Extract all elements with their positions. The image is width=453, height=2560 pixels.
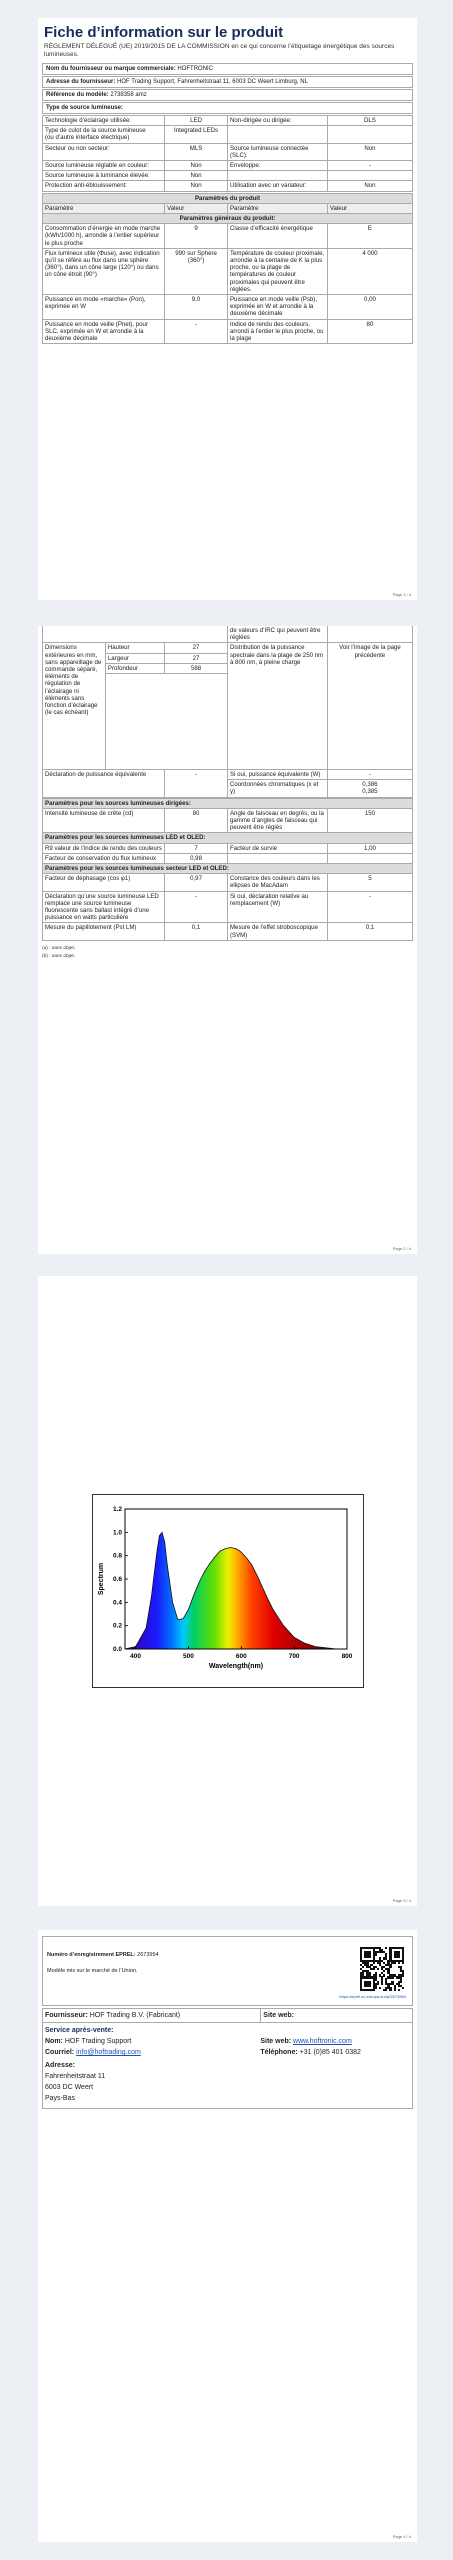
qr-module xyxy=(362,1966,364,1968)
source-type-value: Integrated LEDs xyxy=(165,126,228,143)
supplier-address-label: Adresse du fournisseur: xyxy=(46,79,116,85)
source-type-row xyxy=(43,161,413,171)
qr-module xyxy=(383,1974,385,1976)
qr-module xyxy=(402,1987,404,1989)
source-type-param: Non-dirigée ou dirigée: xyxy=(227,116,327,126)
mains-param-param: Constance des couleurs dans les ellipses de MacAdam xyxy=(227,874,327,891)
dimensions-label: Dimensions extérieures en mm, sans appareillage de commande séparé, éléments de régulation de l’éclairage ni éléments sans fonction d’éclairage (le cas échéant) xyxy=(43,643,106,770)
qr-module xyxy=(394,1962,396,1964)
x-tick-label: 500 xyxy=(182,1653,194,1660)
source-type-row xyxy=(43,181,413,191)
y-tick-label: 0.8 xyxy=(112,1552,122,1560)
page-number: Page 1 / 4 xyxy=(392,592,411,597)
source-type-param: Protection anti-éblouissement: xyxy=(43,181,165,191)
dim-width-label: Largeur xyxy=(105,653,164,663)
general-param-value: 990 sur Sphère (360°) xyxy=(165,248,228,294)
general-param-value: 80 xyxy=(327,319,412,344)
directional-param-value: 80 xyxy=(165,808,228,833)
source-type-label: Type de source lumineuse: xyxy=(46,105,123,111)
page-number: Page 2 / 4 xyxy=(392,1246,411,1251)
qr-module xyxy=(373,1989,375,1991)
tel-value: +31 (0)85 401 0382 xyxy=(299,2049,361,2056)
led-param-param: Facteur de survie xyxy=(227,843,327,853)
footnote-a: (a) : sans objet; xyxy=(42,945,76,951)
general-param-param: Puissance en mode veille (Pnet), pour SLC, exprimée en W et arrondie à la deuxième décimale xyxy=(43,319,165,344)
qr-module xyxy=(402,1962,404,1964)
source-type-param: Utilisation avec un variateur: xyxy=(227,181,327,191)
general-params-title: Paramètres généraux du produit: xyxy=(43,214,413,224)
courriel-label: Courriel: xyxy=(45,2049,75,2056)
mains-param-value: - xyxy=(165,891,228,923)
source-type-row xyxy=(43,126,413,143)
qr-module xyxy=(391,1976,393,1978)
dim-height-value: 27 xyxy=(165,643,228,653)
dim-width-value: 27 xyxy=(165,653,228,663)
col-param-1: Paramètre xyxy=(43,203,165,213)
source-type-param: Technologie d’éclairage utilisée: xyxy=(43,116,165,126)
y-tick-label: 0.0 xyxy=(112,1646,122,1653)
blank-cell xyxy=(43,626,228,643)
general-param-param: Puissance en mode veille (Psb), exprimée en W et arrondie à la deuxième décimale xyxy=(227,295,327,320)
y-tick-label: 0.2 xyxy=(112,1622,122,1630)
product-params-table xyxy=(42,193,413,345)
page-number: Page 4 / 4 xyxy=(392,2534,411,2539)
qr-module xyxy=(375,1987,377,1989)
nom-label: Nom: xyxy=(45,2038,63,2045)
website-link[interactable]: www.hoftronic.com xyxy=(293,2038,352,2045)
spectral-label: Distribution de la puissance spectrale dans la plage de 250 nm à 800 nm, à pleine charge xyxy=(227,643,327,770)
product-params-title: Paramètres du produit xyxy=(43,193,413,203)
supplier-address-value: HOF Trading Support, Fahrenheitstraat 11, 6003 DC Weert Limburg, NL xyxy=(117,79,308,85)
qr-module xyxy=(398,1989,400,1991)
blank-cell xyxy=(105,674,227,770)
general-param-param: Flux lumineux utile (Φuse), avec indication qu’il se réfère au flux dans une sphère (360°), dans un cône large (120°) ou dans un cône étroit (90°) xyxy=(43,248,165,294)
qr-module xyxy=(394,1989,396,1991)
qr-module xyxy=(373,1968,375,1970)
x-axis-label: Wavelength(nm) xyxy=(208,1663,264,1670)
page-3 xyxy=(38,1276,417,1906)
qr-module xyxy=(368,1955,370,1957)
y-tick-label: 0.4 xyxy=(112,1599,122,1607)
source-type-value: Non xyxy=(327,143,412,160)
source-type-value: DLS xyxy=(327,116,412,126)
qr-module xyxy=(385,1947,387,1949)
y-axis-label: Spectrum xyxy=(98,1562,105,1596)
spectrum-chart xyxy=(93,1495,363,1687)
led-param-value: 0,98 xyxy=(165,853,228,863)
footnote-b: (b) : sans objet. xyxy=(42,953,76,959)
source-type-value: Non xyxy=(165,161,228,171)
qr-module xyxy=(400,1981,402,1983)
qr-module xyxy=(389,1989,391,1991)
mains-param-param: Mesure de l’effet stroboscopique (SVM) xyxy=(227,923,327,940)
source-type-param: Type de culot de la source lumineuse (ou d’autre interface électrique) xyxy=(43,126,165,143)
equivalent-w-label: Si oui, puissance équivalente (W) xyxy=(227,770,327,780)
spectral-value: Voir l’image de la page précédente xyxy=(327,643,412,770)
directional-title: Paramètres pour les sources lumineuses dirigées: xyxy=(43,798,413,808)
source-type-value xyxy=(327,126,412,143)
site-web-label: Site web: xyxy=(263,2012,295,2019)
supplier-value: HOF Trading B.V. (Fabricant) xyxy=(89,2012,181,2019)
qr-module xyxy=(389,1966,391,1968)
site-web2-label: Site web: xyxy=(260,2038,292,2045)
adresse-label: Adresse: xyxy=(45,2062,75,2069)
blank-cell xyxy=(327,626,412,643)
source-type-box xyxy=(42,102,413,114)
model-ref-label: Référence du modèle: xyxy=(46,92,109,98)
general-param-value: 4 000 xyxy=(327,248,412,294)
supplier-name-value: HOFTRONIC xyxy=(177,66,214,72)
led-param-param: R9 valeur de l’indice de rendu des couleurs xyxy=(43,843,165,853)
directional-param-value: 150 xyxy=(327,808,412,833)
x-tick-label: 400 xyxy=(130,1653,142,1660)
qr-module xyxy=(398,1955,400,1957)
mains-param-value: 0,97 xyxy=(165,874,228,891)
regulation-lead: RÈGLEMENT DÉLÉGUÉ (UE) 2019/2015 DE LA COMMISSION en ce qui concerne l’étiquetage énergétique des sources lumineuses. xyxy=(44,43,395,58)
mains-param-value: 0,1 xyxy=(327,923,412,940)
page-4 xyxy=(38,1930,417,2542)
led-param-value: 7 xyxy=(165,843,228,853)
general-param-row xyxy=(43,224,413,249)
qr-module xyxy=(385,1989,387,1991)
source-type-value: MLS xyxy=(165,143,228,160)
qr-module xyxy=(373,1962,375,1964)
qr-module xyxy=(377,1983,379,1985)
qr-module xyxy=(398,1962,400,1964)
qr-code[interactable] xyxy=(360,1947,404,1991)
email-link[interactable]: info@hoftrading.com xyxy=(76,2049,141,2056)
nom-value: HOF Trading Support xyxy=(64,2038,132,2045)
page-1 xyxy=(38,18,417,600)
source-type-param: Source lumineuse réglable en couleur: xyxy=(43,161,165,171)
led-param-row xyxy=(43,843,413,853)
directional-param-param: Angle de faisceau en degrés, ou la gamme d’angles de faisceau qui peuvent être réglés xyxy=(227,808,327,833)
led-param-param: Facteur de conservation du flux lumineux xyxy=(43,853,165,863)
x-tick-label: 800 xyxy=(341,1653,353,1660)
supplier-address-box xyxy=(42,76,413,88)
mains-param-row xyxy=(43,874,413,891)
qr-module xyxy=(375,1953,377,1955)
page-number: Page 3 / 4 xyxy=(392,1898,411,1903)
address-line-1: Fahrenheitstraat 11 xyxy=(45,2073,106,2080)
source-type-table xyxy=(42,115,413,192)
general-param-param: Température de couleur proximale, arrondie à la centaine de K la plus proche, ou la plage de températures de couleur proximales qui peuvent être réglées. xyxy=(227,248,327,294)
eprel-box xyxy=(42,1936,413,2006)
supplier-label: Fournisseur: xyxy=(45,2012,88,2019)
mains-param-param: Facteur de déphasage (cos φ1) xyxy=(43,874,165,891)
mains-param-value: 0,1 xyxy=(165,923,228,940)
directional-param-row xyxy=(43,808,413,833)
general-param-row xyxy=(43,319,413,344)
equivalent-power-label: Déclaration de puissance équivalente xyxy=(43,770,165,798)
source-type-row xyxy=(43,116,413,126)
mains-led-title: Paramètres pour les sources lumineuses secteur LED et OLED: xyxy=(43,864,413,874)
general-param-param: Consommation d’énergie en mode marche (kWh/1000 h), arrondie à l’entier supérieur le plus proche xyxy=(43,224,165,249)
chromaticity-value: 0,386 0,385 xyxy=(327,780,412,797)
general-param-param: Puissance en mode «marche» (Pon), exprimée en W xyxy=(43,295,165,320)
after-sales-title: Service après-vente: xyxy=(45,2027,114,2034)
led-oled-title: Paramètres pour les sources lumineuses LED et OLED: xyxy=(43,833,413,843)
mains-param-param: Si oui, déclaration relative au remplacement (W) xyxy=(227,891,327,923)
mains-param-value: 5 xyxy=(327,874,412,891)
qr-module xyxy=(377,1968,379,1970)
spectrum-chart-frame xyxy=(92,1494,364,1688)
general-param-value: E xyxy=(327,224,412,249)
qr-module xyxy=(383,1970,385,1972)
led-param-row xyxy=(43,853,413,863)
source-type-row xyxy=(43,171,413,181)
page-title: Fiche d’information sur le produit xyxy=(44,24,284,41)
address-line-2: 6003 DC Weert xyxy=(45,2084,94,2091)
led-param-value: 1,00 xyxy=(327,843,412,853)
directional-param-param: Intensité lumineuse de crête (cd) xyxy=(43,808,165,833)
directional-table xyxy=(42,798,413,941)
source-type-value: Non xyxy=(327,181,412,191)
cri-range-continued: de valeurs d’IRC qui peuvent être réglées xyxy=(227,626,327,643)
equivalent-w-value: - xyxy=(327,770,412,780)
col-value-2: Valeur xyxy=(327,203,412,213)
eprel-label: Numéro d’enregistrement EPREL: xyxy=(47,1952,136,1958)
general-param-param: Indice de rendu des couleurs, arrondi à l’entier le plus proche, ou la plage xyxy=(227,319,327,344)
source-type-param xyxy=(227,171,327,181)
mains-param-param: Déclaration qu’une source lumineuse LED remplace une source lumineuse fluorescente sans ballast intégré d’une puissance en watts particulière xyxy=(43,891,165,923)
general-param-value: 9,0 xyxy=(165,295,228,320)
model-ref-box xyxy=(42,89,413,101)
supplier-name-label: Nom du fournisseur ou marque commerciale: xyxy=(46,66,176,72)
qr-module xyxy=(368,1985,370,1987)
dim-depth-label: Profondeur xyxy=(105,663,164,673)
qr-module xyxy=(402,1974,404,1976)
qr-module xyxy=(379,1987,381,1989)
supplier-table xyxy=(42,2008,413,2109)
source-type-param: Enveloppe: xyxy=(227,161,327,171)
general-param-value: 9 xyxy=(165,224,228,249)
source-type-value: Non xyxy=(165,171,228,181)
page-2 xyxy=(38,626,417,1254)
y-tick-label: 0.6 xyxy=(112,1576,122,1583)
general-param-row xyxy=(43,248,413,294)
params-continued-table xyxy=(42,626,413,798)
general-param-param: Classe d’efficacité énergétique xyxy=(227,224,327,249)
chromaticity-label: Coordonnées chromatiques (x et y) xyxy=(227,780,327,797)
source-type-param: Secteur ou non secteur: xyxy=(43,143,165,160)
model-ref-value: 2738358 amz xyxy=(110,92,147,98)
mains-param-value: - xyxy=(327,891,412,923)
general-param-value: - xyxy=(165,319,228,344)
source-type-value xyxy=(327,171,412,181)
spectrum-area xyxy=(125,1532,336,1649)
eprel-value: 2673954 xyxy=(137,1952,159,1958)
mains-param-row xyxy=(43,923,413,940)
address-line-3: Pays-Bas xyxy=(45,2095,75,2102)
qr-module xyxy=(381,1983,383,1985)
source-type-value: Non xyxy=(165,181,228,191)
x-tick-label: 600 xyxy=(235,1653,247,1660)
general-param-value: 0,00 xyxy=(327,295,412,320)
source-type-param xyxy=(227,126,327,143)
mains-param-param: Mesure du papillotement (Pst LM) xyxy=(43,923,165,940)
source-type-param: Source lumineuse à luminance élevée: xyxy=(43,171,165,181)
source-type-value: - xyxy=(327,161,412,171)
source-type-value: LED xyxy=(165,116,228,126)
supplier-name-box xyxy=(42,63,413,75)
eu-market-text: Modèle mis sur le marché de l’Union. xyxy=(47,1968,138,1974)
general-param-row xyxy=(43,295,413,320)
led-param-param xyxy=(227,853,327,863)
y-tick-label: 1.0 xyxy=(112,1529,122,1537)
dim-height-label: Hauteur xyxy=(105,643,164,653)
qr-url[interactable]: https://eprel.ec.europa.eu/qr/2673954 xyxy=(339,1994,406,1999)
tel-label: Téléphone: xyxy=(260,2049,298,2056)
source-type-row xyxy=(43,143,413,160)
y-tick-label: 1.2 xyxy=(112,1506,122,1513)
col-value-1: Valeur xyxy=(165,203,228,213)
equivalent-power-value: - xyxy=(165,770,228,798)
led-param-value xyxy=(327,853,412,863)
source-type-param: Source lumineuse connectée (SLC): xyxy=(227,143,327,160)
dim-depth-value: 588 xyxy=(165,663,228,673)
mains-param-row xyxy=(43,891,413,923)
col-param-2: Paramètre xyxy=(227,203,327,213)
x-tick-label: 700 xyxy=(288,1653,300,1660)
